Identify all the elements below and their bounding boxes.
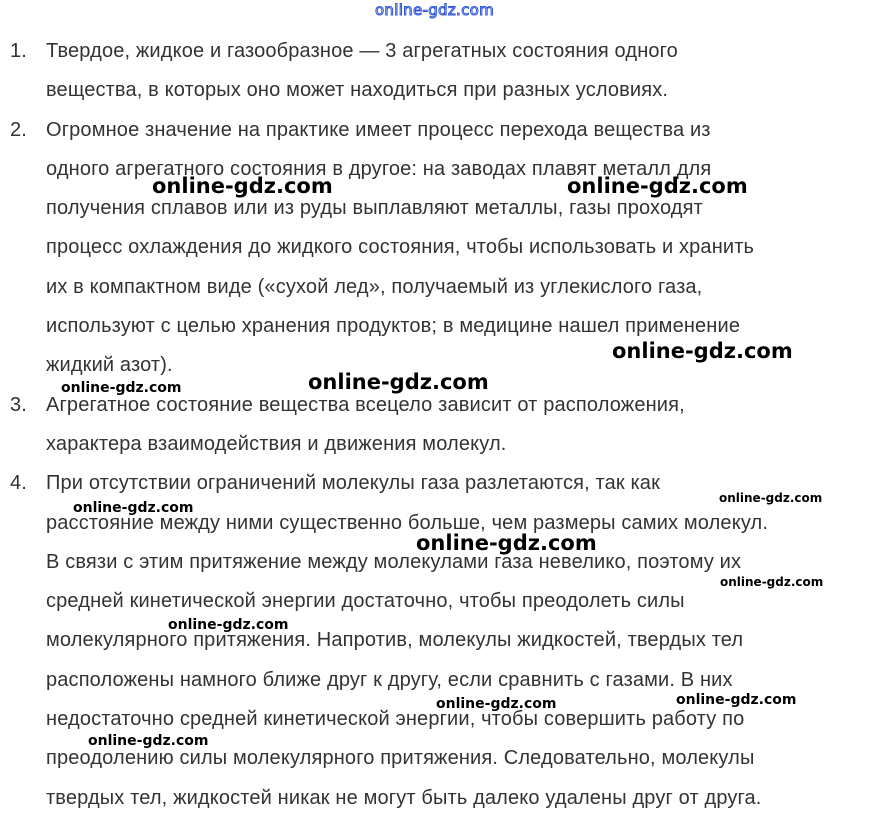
item-number: 1. <box>10 40 27 62</box>
watermark: online-gdz.com <box>73 500 194 516</box>
watermark: online-gdz.com <box>567 174 748 198</box>
text-line: процесс охлаждения до жидкого состояния, чтобы использовать и хранить <box>46 236 755 259</box>
text-line: Огромное значение на практике имеет процесс перехода вещества из <box>46 118 711 141</box>
answer-item-4 <box>0 464 869 818</box>
watermark: online-gdz.com <box>61 380 182 396</box>
text-line: молекулярного притяжения. Напротив, молекулы жидкостей, твердых тел <box>46 629 744 652</box>
text-line: расстояние между ними существенно больше, чем размеры самих молекул. <box>46 511 769 534</box>
text-line: Агрегатное состояние вещества всецело зависит от расположения, <box>46 393 685 416</box>
text-line: получения сплавов или из руды выплавляют металлы, газы проходят <box>46 197 703 220</box>
text-line: преодолению силы молекулярного притяжения. Следовательно, молекулы <box>46 747 755 770</box>
item-number: 2. <box>10 118 27 141</box>
text-line: средней кинетической энергии достаточно, чтобы преодолеть силы <box>46 590 685 613</box>
text-line: жидкий азот). <box>46 354 173 377</box>
text-line: В связи с этим притяжение между молекулами газа невелико, поэтому их <box>46 550 742 573</box>
watermark: online-gdz.com <box>676 692 797 708</box>
text-line: характера взаимодействия и движения молекул. <box>46 432 507 455</box>
text-line: твердых тел, жидкостей никак не могут быть далеко удалены друг от друга. <box>46 786 762 809</box>
header-watermark: online-gdz.com <box>374 1 495 19</box>
watermark: online-gdz.com <box>88 733 209 749</box>
item-number: 3. <box>10 393 27 416</box>
watermark: online-gdz.com <box>436 696 557 712</box>
text-line: При отсутствии ограничений молекулы газа разлетаются, так как <box>46 472 660 495</box>
text-line: одного агрегатного состояния в другое: на заводах плавят металл для <box>46 157 712 180</box>
text-line: вещества, в которых оно может находиться при разных условиях. <box>46 79 669 102</box>
text-line: их в компактном виде («сухой лед», получаемый из углекислого газа, <box>46 275 703 298</box>
item-number: 4. <box>10 472 27 495</box>
answer-item-1 <box>0 32 869 111</box>
watermark: online-gdz.com <box>152 174 333 198</box>
watermark: online-gdz.com <box>416 531 597 555</box>
text-line: используют с целью хранения продуктов; в медицине нашел применение <box>46 315 741 338</box>
watermark: online-gdz.com <box>612 339 793 363</box>
text-line: расположены намного ближе друг к другу, если сравнить с газами. В них <box>46 668 733 691</box>
text-line: недостаточно средней кинетической энергии, чтобы совершить работу по <box>46 708 745 731</box>
answer-item-3 <box>0 386 869 465</box>
text-line: Твердое, жидкое и газообразное — 3 агрегатных состояния одного <box>46 40 678 62</box>
watermark: online-gdz.com <box>168 617 289 633</box>
watermark: online-gdz.com <box>720 575 824 589</box>
watermark: online-gdz.com <box>719 491 823 505</box>
watermark: online-gdz.com <box>308 370 489 394</box>
